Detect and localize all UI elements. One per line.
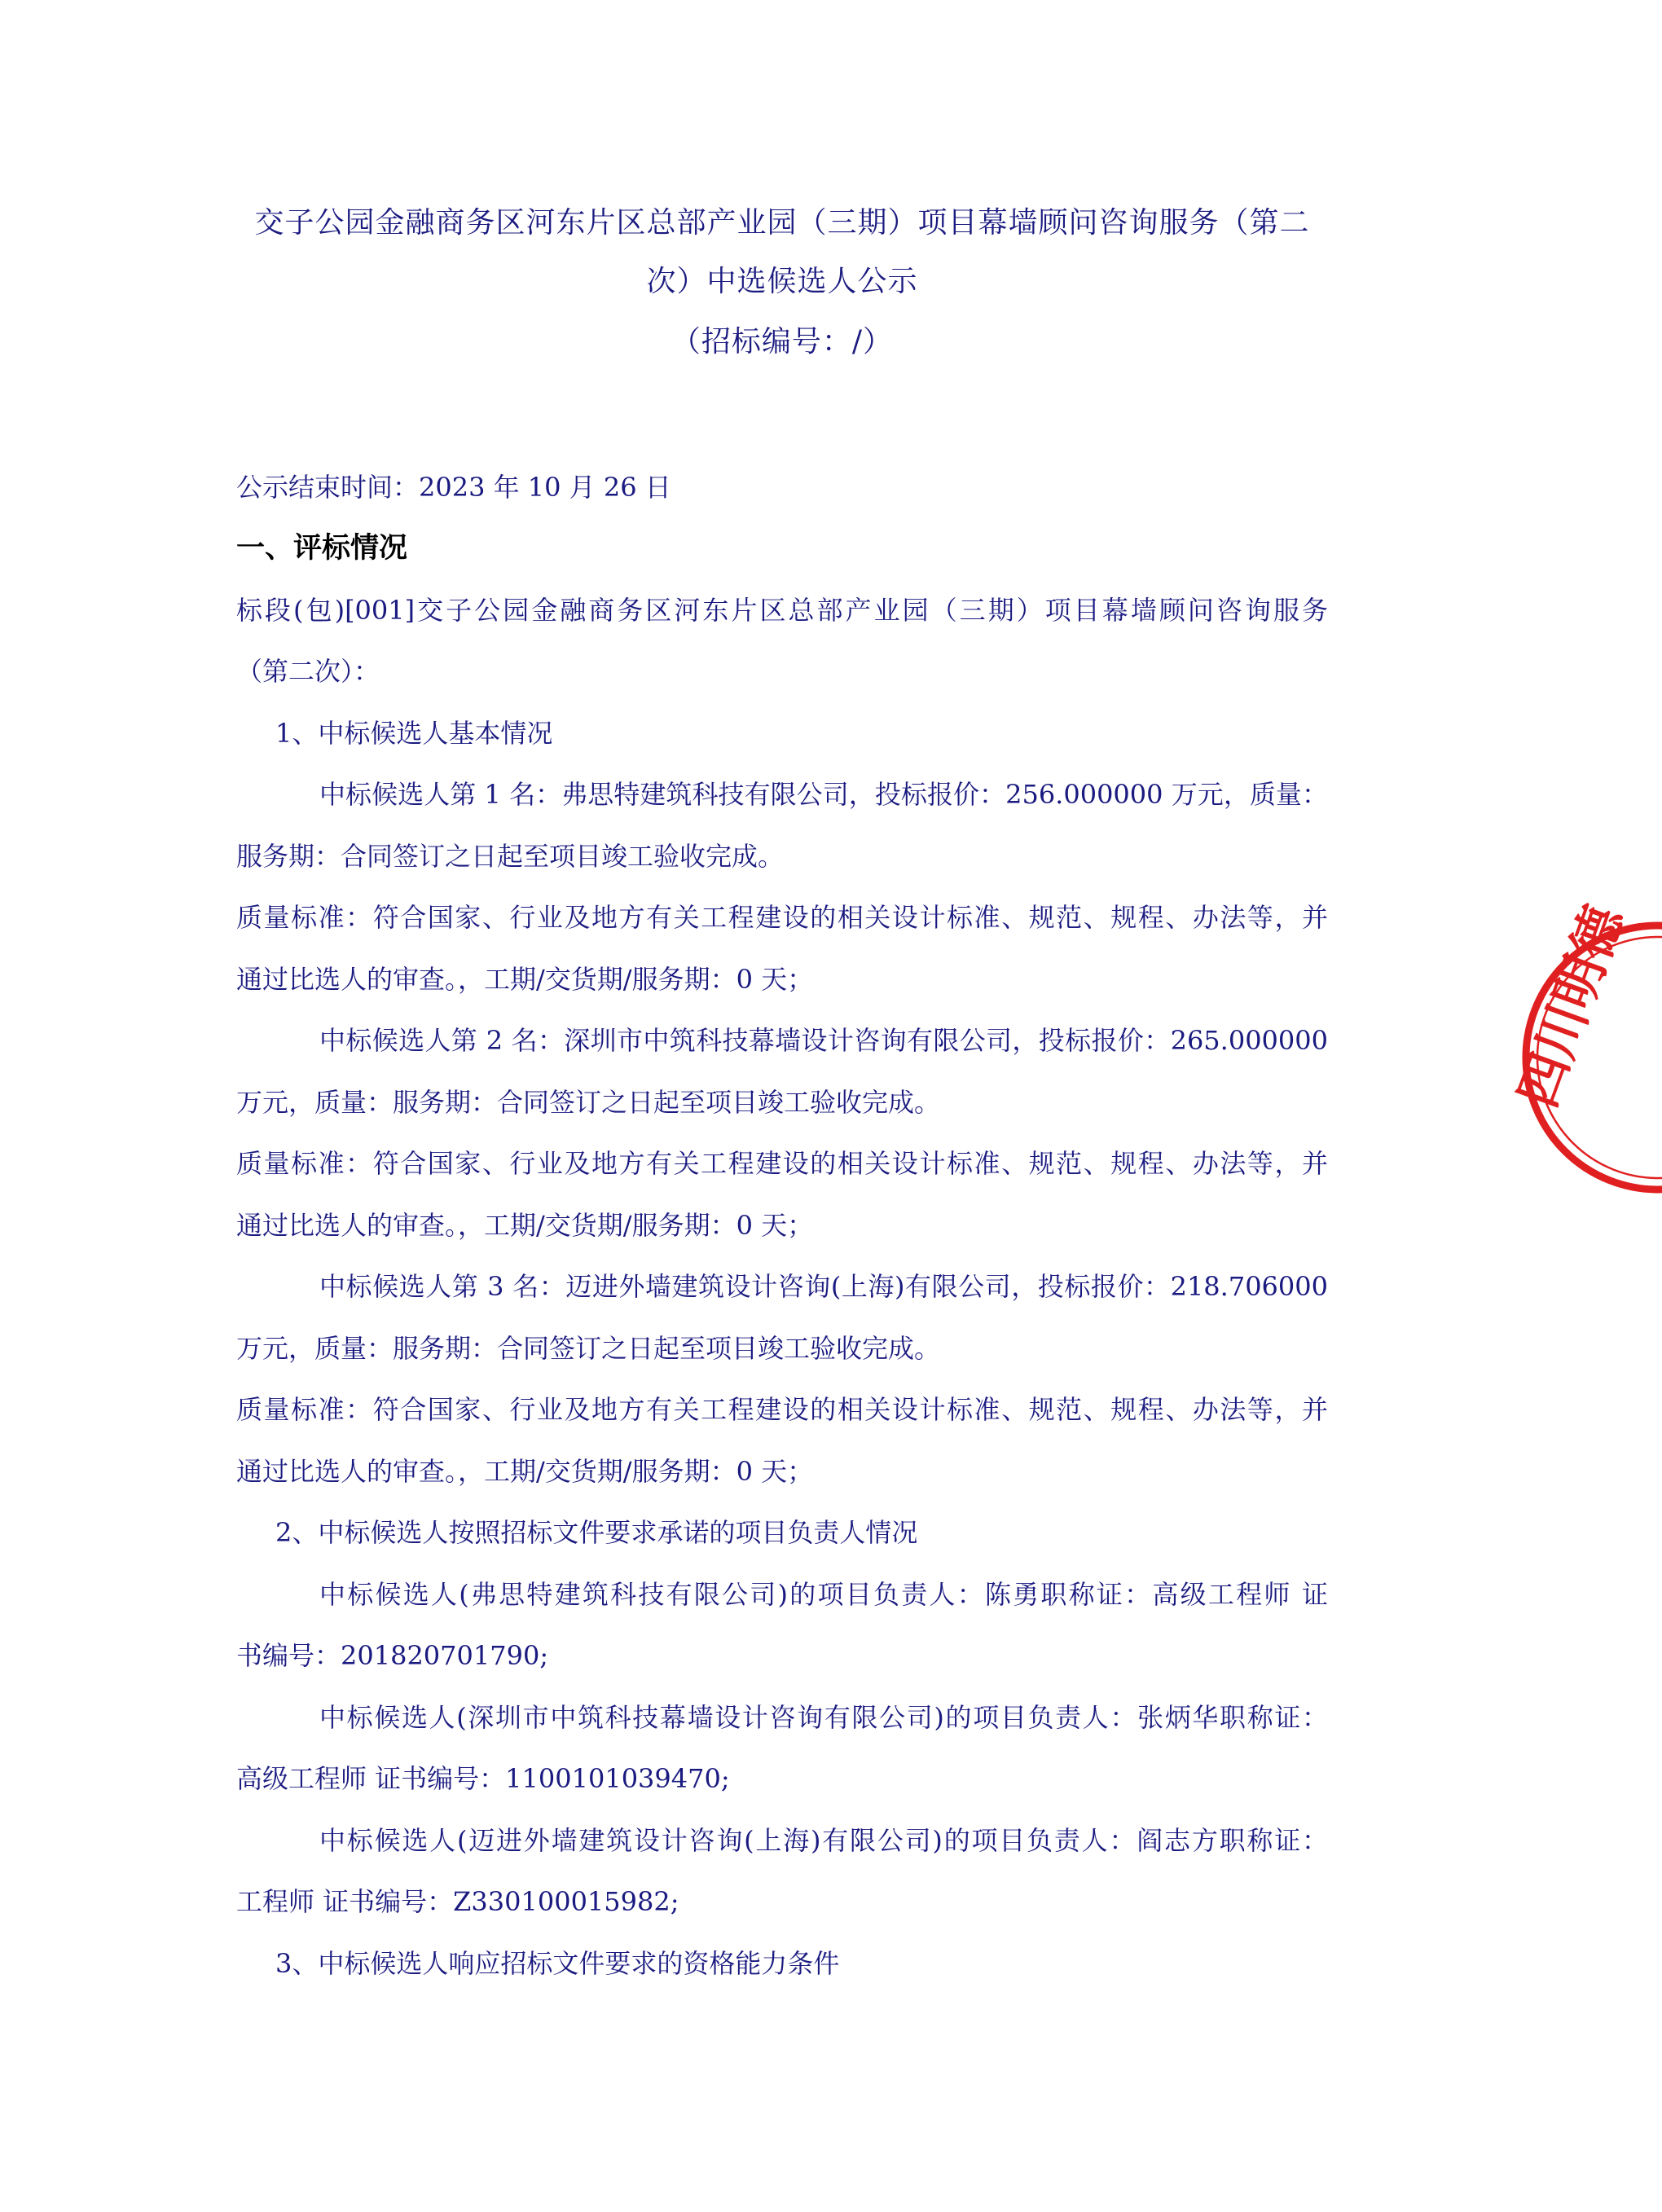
lot-description-line-1: 标段(包)[001]交子公园金融商务区河东片区总部产业园（三期）项目幕墙顾问咨询服务 [236,595,1328,626]
candidate-2-line-3: 质量标准：符合国家、行业及地方有关工程建设的相关设计标准、规范、规程、办法等，并 [236,1148,1328,1179]
subsection-heading-qualifications: 3、中标候选人响应招标文件要求的资格能力条件 [275,1948,840,1979]
subsection-heading-project-managers: 2、中标候选人按照招标文件要求承诺的项目负责人情况 [275,1517,918,1548]
official-seal [1475,898,1662,1196]
candidate-3-line-1: 中标候选人第 3 名：迈进外墙建筑设计咨询(上海)有限公司，投标报价：218.706000 [319,1271,1328,1302]
candidate-1-line-4: 通过比选人的审查。，工期/交货期/服务期：0 天； [236,964,814,995]
lot-description-line-2: （第二次）： [236,656,380,687]
project-manager-1-line-1: 中标候选人(弗思特建筑科技有限公司)的项目负责人：陈勇职称证：高级工程师 证 [319,1579,1328,1610]
candidate-2-line-1: 中标候选人第 2 名：深圳市中筑科技幕墙设计咨询有限公司，投标报价：265.000000 [319,1025,1328,1056]
candidate-1-line-1: 中标候选人第 1 名：弗思特建筑科技有限公司，投标报价：256.000000 万元，质量： [319,779,1328,810]
candidate-3-line-3: 质量标准：符合国家、行业及地方有关工程建设的相关设计标准、规范、规程、办法等，并 [236,1394,1328,1425]
candidate-1-line-2: 服务期：合同签订之日起至项目竣工验收完成。 [236,841,785,872]
project-manager-1-line-2: 书编号：201820701790; [236,1640,549,1671]
candidate-1-line-3: 质量标准：符合国家、行业及地方有关工程建设的相关设计标准、规范、规程、办法等，并 [236,902,1328,933]
subsection-heading-candidates: 1、中标候选人基本情况 [275,718,553,749]
seal-text: 四川明德 [1507,898,1636,1115]
project-manager-3-line-1: 中标候选人(迈进外墙建筑设计咨询(上海)有限公司)的项目负责人：阎志方职称证： [319,1825,1328,1856]
project-manager-2-line-1: 中标候选人(深圳市中筑科技幕墙设计咨询有限公司)的项目负责人：张炳华职称证： [319,1702,1328,1733]
section-heading-evaluation: 一、评标情况 [236,531,408,565]
candidate-2-line-4: 通过比选人的审查。，工期/交货期/服务期：0 天； [236,1210,814,1241]
candidate-3-line-2: 万元，质量：服务期：合同签订之日起至项目竣工验收完成。 [236,1333,941,1364]
announcement-end-time: 公示结束时间：2023 年 10 月 26 日 [236,472,671,503]
page-title-line-2: 次）中选候选人公示 [646,265,918,298]
candidate-2-line-2: 万元，质量：服务期：合同签订之日起至项目竣工验收完成。 [236,1087,941,1118]
project-manager-3-line-2: 工程师 证书编号：Z330100015982; [236,1886,679,1917]
project-manager-2-line-2: 高级工程师 证书编号：1100101039470; [236,1763,730,1794]
bid-number: （招标编号：/） [671,325,894,358]
page-title-line-1: 交子公园金融商务区河东片区总部产业园（三期）项目幕墙顾问咨询服务（第二 [254,206,1310,240]
candidate-3-line-4: 通过比选人的审查。，工期/交货期/服务期：0 天； [236,1456,814,1487]
